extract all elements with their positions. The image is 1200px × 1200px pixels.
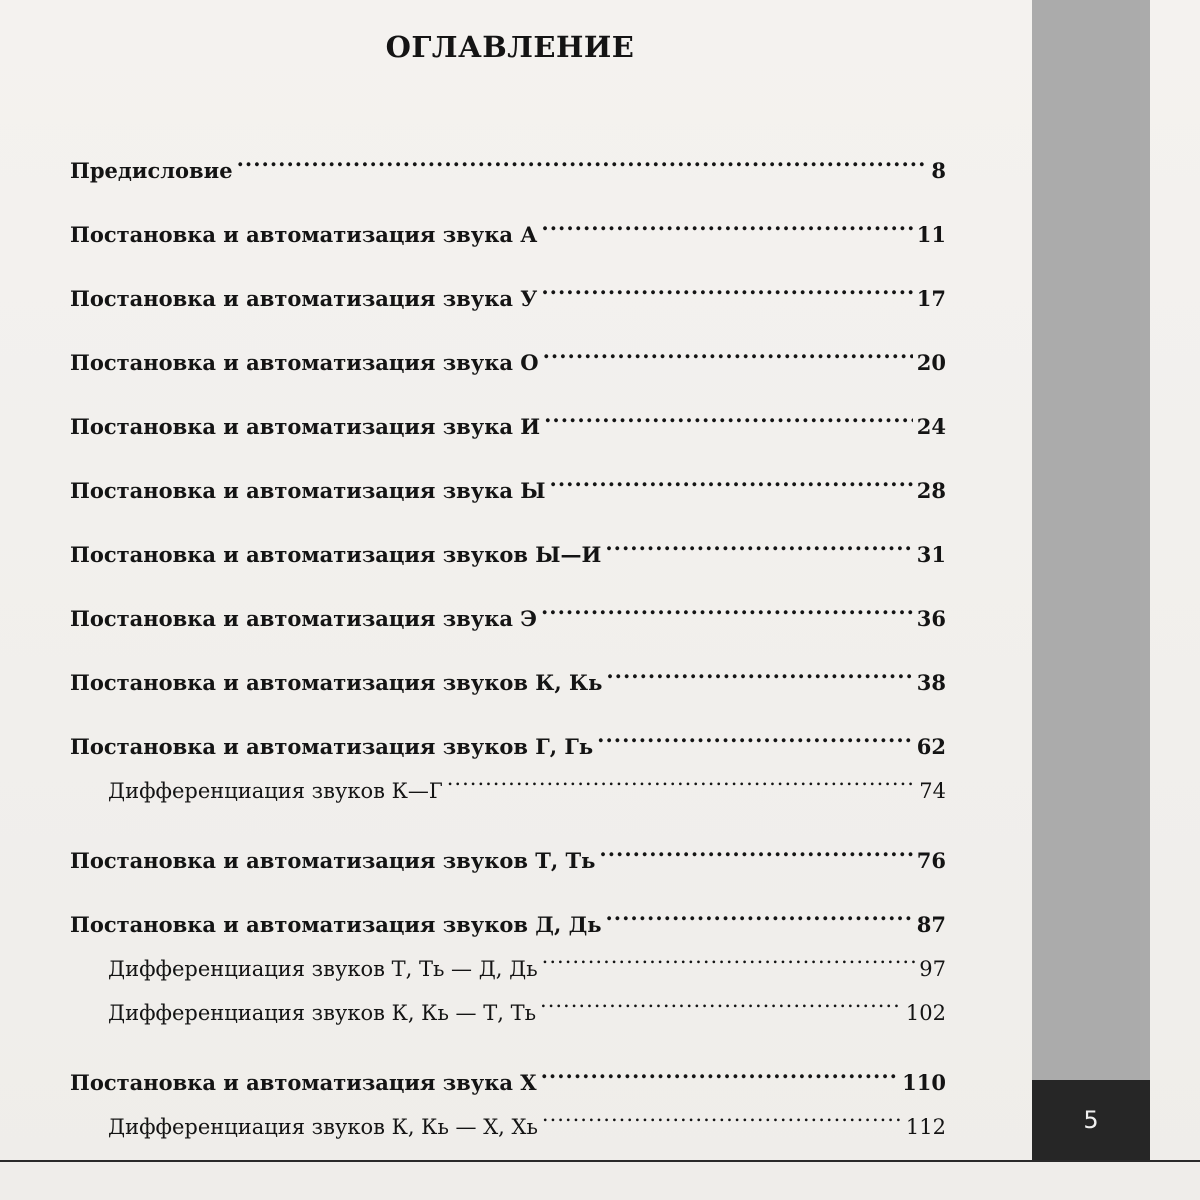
toc-subentry-page: 112 bbox=[905, 1115, 946, 1139]
dot-leader bbox=[237, 134, 928, 178]
toc-list bbox=[70, 134, 946, 1139]
toc-subentry-page: 97 bbox=[919, 957, 946, 981]
toc-subentry-label: Дифференциация звуков Т, Ть — Д, Дь bbox=[108, 957, 538, 981]
toc-entry-label: Предисловие bbox=[70, 158, 233, 183]
dot-leader bbox=[541, 262, 912, 306]
toc-entry bbox=[70, 262, 946, 311]
toc-entry-page: 24 bbox=[916, 414, 946, 439]
dot-leader bbox=[606, 646, 912, 690]
toc-entry-label: Постановка и автоматизация звука Э bbox=[70, 606, 537, 631]
toc-entry-page: 31 bbox=[916, 542, 946, 567]
toc-entry-page: 20 bbox=[916, 350, 946, 375]
toc-subentry-page: 74 bbox=[919, 779, 946, 803]
toc-entry-label: Постановка и автоматизация звука Х bbox=[70, 1070, 537, 1095]
toc-entry-page: 28 bbox=[916, 478, 946, 503]
dot-leader bbox=[606, 888, 913, 932]
toc-entry-label: Постановка и автоматизация звука О bbox=[70, 350, 539, 375]
toc-subentry-label: Дифференциация звуков К—Г bbox=[108, 779, 443, 803]
toc-entry bbox=[70, 888, 946, 937]
toc-entry-label: Постановка и автоматизация звуков Г, Гь bbox=[70, 734, 594, 759]
toc-subentry-page: 102 bbox=[905, 1001, 946, 1025]
toc-subentry-label: Дифференциация звуков К, Кь — Т, Ть bbox=[108, 1001, 537, 1025]
toc-entry-label: Постановка и автоматизация звуков Д, Дь bbox=[70, 912, 602, 937]
dot-leader bbox=[542, 1090, 902, 1134]
dot-leader bbox=[542, 932, 916, 976]
toc-entry bbox=[70, 710, 946, 759]
dot-leader bbox=[544, 390, 913, 434]
dot-leader bbox=[540, 976, 902, 1020]
toc-entry-page: 62 bbox=[916, 734, 946, 759]
toc-entry-label: Постановка и автоматизация звуков Ы—И bbox=[70, 542, 602, 567]
toc-entry bbox=[70, 326, 946, 375]
side-margin-band bbox=[1032, 0, 1150, 1160]
toc-subentry-label: Дифференциация звуков К, Кь — Х, Хь bbox=[108, 1115, 538, 1139]
toc-title: ОГЛАВЛЕНИЕ bbox=[385, 30, 635, 64]
toc-entry bbox=[70, 646, 946, 695]
toc-entry-label: Постановка и автоматизация звука Ы bbox=[70, 478, 546, 503]
dot-leader bbox=[543, 326, 913, 370]
toc-entry bbox=[70, 1046, 946, 1095]
dot-leader bbox=[541, 582, 913, 626]
toc-entry-label: Постановка и автоматизация звука И bbox=[70, 414, 541, 439]
toc-entry-page: 8 bbox=[931, 158, 946, 183]
page-number: 5 bbox=[1083, 1106, 1099, 1134]
toc-entry bbox=[70, 454, 946, 503]
dot-leader bbox=[447, 754, 916, 798]
dot-leader bbox=[599, 824, 912, 868]
dot-leader bbox=[597, 710, 913, 754]
toc-entry-page: 36 bbox=[916, 606, 946, 631]
bottom-rule bbox=[0, 1160, 1200, 1162]
toc-entry bbox=[70, 198, 946, 247]
toc-entry bbox=[70, 134, 946, 183]
toc-entry bbox=[70, 824, 946, 873]
toc-entry-page: 76 bbox=[916, 848, 946, 873]
toc-entry bbox=[70, 518, 946, 567]
toc-entry bbox=[70, 582, 946, 631]
toc-entry-page: 11 bbox=[916, 222, 946, 247]
toc-entry bbox=[70, 390, 946, 439]
toc-entry-label: Постановка и автоматизация звуков К, Кь bbox=[70, 670, 603, 695]
dot-leader bbox=[550, 454, 913, 498]
toc-entry-label: Постановка и автоматизация звуков Т, Ть bbox=[70, 848, 596, 873]
toc-entry-page: 87 bbox=[916, 912, 946, 937]
dot-leader bbox=[541, 1046, 899, 1090]
toc-entry-page: 38 bbox=[916, 670, 946, 695]
page-number-tab bbox=[1032, 1080, 1150, 1160]
dot-leader bbox=[541, 198, 912, 242]
dot-leader bbox=[605, 518, 912, 562]
toc-entry-label: Постановка и автоматизация звука А bbox=[70, 222, 538, 247]
toc-entry-label: Постановка и автоматизация звука У bbox=[70, 286, 538, 311]
toc-entry-page: 110 bbox=[902, 1070, 946, 1095]
toc-entry-page: 17 bbox=[916, 286, 946, 311]
